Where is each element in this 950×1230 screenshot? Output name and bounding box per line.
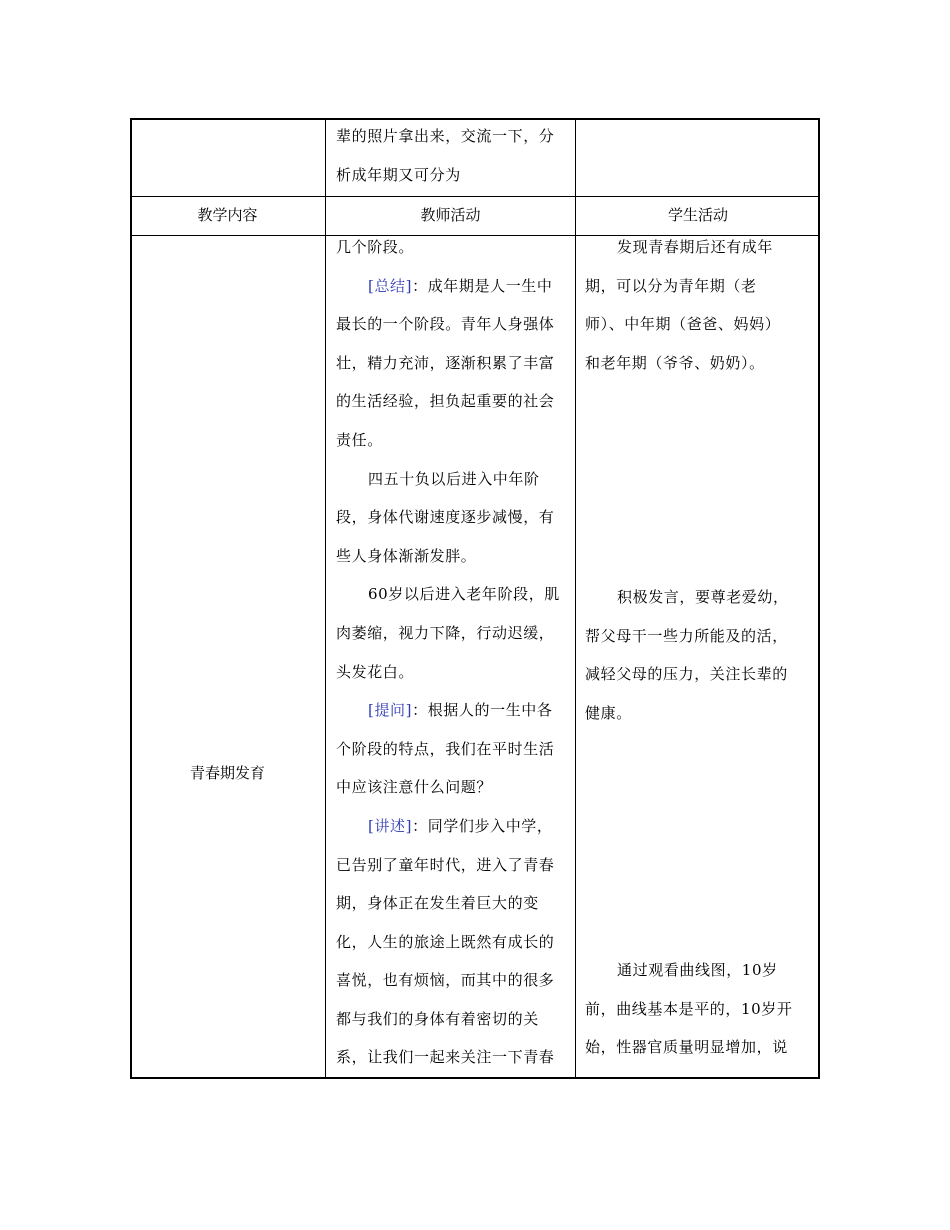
column-divider-2	[575, 118, 576, 1079]
paragraph: 几个阶段。	[336, 238, 415, 256]
summary-tag: [总结]	[368, 276, 413, 295]
question-tag: [提问]	[368, 701, 413, 720]
student-activity-block-3	[585, 951, 811, 1067]
text-line: 健康。	[585, 703, 632, 722]
text-line: 已告别了童年时代，进入了青春	[336, 855, 555, 874]
column-divider-1	[325, 118, 326, 1079]
text-line: 60岁以后进入老年阶段，肌	[368, 585, 560, 604]
text-line: 都与我们的身体有着密切的关	[336, 1009, 539, 1028]
text-line: 些人身体渐渐发胖。	[336, 546, 477, 565]
text-line: 和老年期（爷爷、奶奶）。	[585, 353, 765, 372]
topic-label: 青春期发育	[189, 764, 265, 782]
text-line: 减轻父母的压力，关注长辈的	[585, 665, 788, 684]
text-line: 肉萎缩，视力下降，行动迟缓，	[336, 623, 555, 642]
text-line: 中应该注意什么问题？	[336, 778, 493, 797]
text-line: 最长的一个阶段。青年人身强体	[336, 315, 555, 334]
text-line: 前，曲线基本是平的，10岁开	[585, 999, 793, 1018]
text-line: 系，让我们一起来关注一下青春	[336, 1048, 555, 1067]
text-line: 发现青春期后还有成年	[617, 238, 774, 256]
text-line: 辈的照片拿出来，交流一下，分	[336, 127, 555, 145]
student-activity-block-1	[585, 228, 811, 382]
teacher-activity-cell	[336, 228, 568, 1077]
header-student: 学生活动	[667, 206, 728, 224]
header-content: 教学内容	[197, 206, 258, 224]
text-line: 析成年期又可分为	[336, 165, 461, 184]
text-line: 个阶段的特点，我们在平时生活	[336, 739, 555, 758]
text-line: 的生活经验，担负起重要的社会	[336, 392, 555, 411]
text-line: 壮，精力充沛，逐渐积累了丰富	[336, 353, 555, 372]
text-line: 通过观看曲线图，10岁	[617, 961, 778, 979]
text-line: 喜悦，也有烦恼，而其中的很多	[336, 971, 555, 990]
text-line: 师）、中年期（爸爸、妈妈）	[585, 315, 781, 334]
paragraph	[336, 807, 568, 846]
paragraph	[336, 267, 568, 306]
text-line: ：根据人的一生中各	[412, 701, 553, 720]
text-line: 积极发言，要尊老爱幼，	[617, 588, 789, 606]
text-line: 四五十负以后进入中年阶	[368, 469, 540, 488]
text-line: 责任。	[336, 430, 383, 449]
narration-tag: [讲述]	[368, 816, 413, 835]
text-line: 期，可以分为青年期（老	[585, 276, 757, 295]
text-line: 头发花白。	[336, 662, 415, 681]
text-line: ：成年期是人一生中	[412, 276, 553, 295]
text-line: ：同学们步入中学，	[412, 816, 553, 835]
text-line: 帮父母干一些力所能及的活，	[585, 626, 788, 645]
text-line: 段，身体代谢速度逐步减慢，有	[336, 508, 555, 527]
student-activity-block-2	[585, 578, 811, 732]
text-line: 期，身体正在发生着巨大的变	[336, 894, 539, 913]
text-line: 化，人生的旅途上既然有成长的	[336, 932, 555, 951]
header-teacher: 教师活动	[420, 206, 481, 224]
top-row-teacher-cell	[336, 117, 568, 194]
paragraph	[336, 691, 568, 730]
text-line: 始，性器官质量明显增加，说	[585, 1038, 788, 1057]
